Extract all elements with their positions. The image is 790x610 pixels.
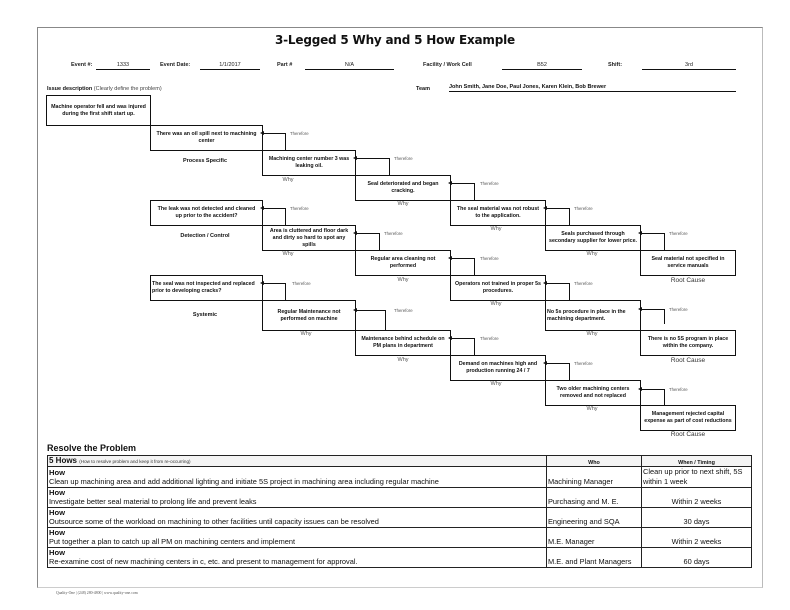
- why-box-process-2: Machining center number 3 was leaking oil.: [262, 150, 356, 176]
- table-row: [48, 467, 752, 488]
- therefore-label: Therefore: [394, 156, 413, 161]
- who-cell[interactable]: M.E. and Plant Managers: [547, 548, 642, 568]
- why-label: Why: [586, 406, 598, 412]
- root-cause-label: Root Cause: [670, 277, 706, 284]
- therefore-label: Therefore: [290, 131, 309, 136]
- why-box-process-1: There was an oil spill next to machining center: [150, 125, 263, 151]
- why-label: Why: [282, 251, 294, 257]
- why-label: Why: [300, 331, 312, 337]
- how-cell[interactable]: How Re-examine cost of new machining centers in c, etc. and present to management for approval.: [48, 548, 547, 568]
- arrow-icon: [641, 389, 665, 406]
- therefore-label: Therefore: [480, 181, 499, 186]
- arrow-icon: [546, 208, 570, 226]
- root-cause-box-detection: There is no 5S program in place within the company.: [640, 330, 736, 356]
- arrow-icon: [451, 338, 475, 356]
- root-cause-label: Root Cause: [670, 431, 706, 438]
- therefore-label: Therefore: [669, 307, 688, 312]
- five-hows-table: [47, 455, 752, 568]
- therefore-label: Therefore: [574, 206, 593, 211]
- why-box-systemic-3: Maintenance behind schedule on PM plans in department: [355, 330, 451, 356]
- how-cell[interactable]: How Outsource some of the workload on machining to other facilities until capacity issues can be resolved: [48, 508, 547, 528]
- shift-field[interactable]: 3rd: [642, 61, 736, 70]
- team-field[interactable]: John Smith, Jane Doe, Paul Jones, Karen Klein, Bob Brewer: [449, 83, 736, 92]
- why-box-detection-5: No 5s procedure in place in the machining department.: [545, 300, 641, 331]
- issue-description-label: Issue description (Clearly define the problem): [47, 86, 162, 92]
- event-date-field[interactable]: 1/1/2017: [200, 61, 260, 70]
- event-number-field[interactable]: 1333: [96, 61, 150, 70]
- shift-label: Shift:: [608, 62, 623, 68]
- arrow-icon: [356, 233, 380, 251]
- arrow-icon: [356, 310, 386, 331]
- therefore-label: Therefore: [394, 308, 413, 313]
- event-date-label: Event Date:: [160, 62, 191, 68]
- footer-contact: Quality-One | (248) 280-4800 | www.quality-one.com: [56, 591, 138, 595]
- therefore-label: Therefore: [290, 206, 309, 211]
- when-cell[interactable]: 60 days: [642, 548, 752, 568]
- why-box-detection-1: The leak was not detected and cleaned up prior to the accident?: [150, 200, 263, 226]
- who-cell[interactable]: Machining Manager: [547, 467, 642, 488]
- why-label: Why: [282, 177, 294, 183]
- facility-field[interactable]: B52: [502, 61, 582, 70]
- when-cell[interactable]: Within 2 weeks: [642, 488, 752, 508]
- team-label: Team: [416, 86, 430, 92]
- when-cell[interactable]: 30 days: [642, 508, 752, 528]
- arrow-icon: [546, 363, 570, 381]
- why-box-process-5: Seals purchased through secondary supplier for lower price.: [545, 225, 641, 251]
- page-title: 3-Legged 5 Why and 5 How Example: [275, 33, 515, 47]
- therefore-label: Therefore: [574, 281, 593, 286]
- who-cell[interactable]: Engineering and SQA: [547, 508, 642, 528]
- why-label: Why: [586, 331, 598, 337]
- why-box-systemic-1: The seal was not inspected and replaced prior to developing cracks?: [150, 275, 263, 301]
- why-box-detection-3: Regular area cleaning not performed: [355, 250, 451, 276]
- why-label: Why: [490, 226, 502, 232]
- why-box-systemic-4: Demand on machines high and production running 24 / 7: [450, 355, 546, 381]
- when-cell[interactable]: Within 2 weeks: [642, 528, 752, 548]
- therefore-label: Therefore: [669, 387, 688, 392]
- arrow-icon: [263, 283, 286, 301]
- how-cell[interactable]: How Investigate better seal material to prolong life and prevent leaks: [48, 488, 547, 508]
- hows-header: 5 Hows (How to resolve problem and keep it from re-occurring): [48, 456, 547, 467]
- root-cause-box-process: Seal material not specified in service manuals: [640, 250, 736, 276]
- how-cell[interactable]: How Clean up machining area and add additional lighting and initiate 5S project in machining area including regular machine: [48, 467, 547, 488]
- category-process-specific: Process Specific: [182, 158, 228, 164]
- who-cell[interactable]: Purchasing and M. E.: [547, 488, 642, 508]
- resolve-section-title: Resolve the Problem: [47, 443, 137, 453]
- therefore-label: Therefore: [480, 256, 499, 261]
- why-label: Why: [490, 381, 502, 387]
- when-header: When / Timing: [642, 456, 752, 467]
- why-label: Why: [397, 277, 409, 283]
- root-cause-label: Root Cause: [670, 357, 706, 364]
- why-box-process-3: Seal deteriorated and began cracking.: [355, 175, 451, 201]
- problem-statement-box: Machine operator fell and was injured during the first shift start up.: [46, 95, 151, 126]
- arrow-icon: [451, 183, 475, 201]
- root-cause-box-systemic: Management rejected capital expense as part of cost reductions: [640, 405, 736, 431]
- arrow-icon: [356, 158, 390, 176]
- therefore-label: Therefore: [574, 361, 593, 366]
- therefore-label: Therefore: [384, 231, 403, 236]
- hows-hint: (How to resolve problem and keep it from re-occurring): [79, 459, 191, 464]
- why-label: Why: [397, 357, 409, 363]
- issue-description-hint: (Clearly define the problem): [93, 86, 162, 92]
- why-box-detection-4: Operators not trained in proper 5s procedures.: [450, 275, 546, 301]
- who-cell[interactable]: M.E. Manager: [547, 528, 642, 548]
- therefore-label: Therefore: [292, 281, 311, 286]
- facility-label: Facility / Work Cell: [423, 62, 472, 68]
- event-number-label: Event #:: [71, 62, 93, 68]
- why-label: Why: [586, 251, 598, 257]
- arrow-icon: [546, 283, 570, 301]
- arrow-icon: [263, 208, 286, 226]
- part-number-label: Part #: [277, 62, 293, 68]
- arrow-icon: [451, 258, 475, 276]
- table-row: [48, 488, 752, 508]
- who-header: Who: [547, 456, 642, 467]
- table-row: [48, 508, 752, 528]
- table-row: [48, 548, 752, 568]
- table-header-row: [48, 456, 752, 467]
- arrow-icon: [263, 133, 286, 151]
- when-cell[interactable]: Clean up prior to next shift, 5S within 1 week: [642, 467, 752, 488]
- part-number-field[interactable]: N/A: [305, 61, 394, 70]
- therefore-label: Therefore: [480, 336, 499, 341]
- table-row: [48, 528, 752, 548]
- how-cell[interactable]: How Put together a plan to catch up all PM on machining centers and implement: [48, 528, 547, 548]
- why-box-process-4: The seal material was not robust to the application.: [450, 200, 546, 226]
- why-label: Why: [490, 301, 502, 307]
- why-box-detection-2: Area is cluttered and floor dark and dirty so hard to spot any spills: [262, 225, 356, 251]
- why-label: Why: [397, 201, 409, 207]
- why-box-systemic-5: Two older machining centers removed and not replaced: [545, 380, 641, 406]
- why-box-systemic-2: Regular Maintenance not performed on machine: [262, 300, 356, 331]
- therefore-label: Therefore: [669, 231, 688, 236]
- arrow-icon: [641, 309, 665, 324]
- category-systemic: Systemic: [192, 312, 218, 318]
- category-detection-control: Detection / Control: [180, 233, 230, 239]
- arrow-icon: [641, 233, 665, 251]
